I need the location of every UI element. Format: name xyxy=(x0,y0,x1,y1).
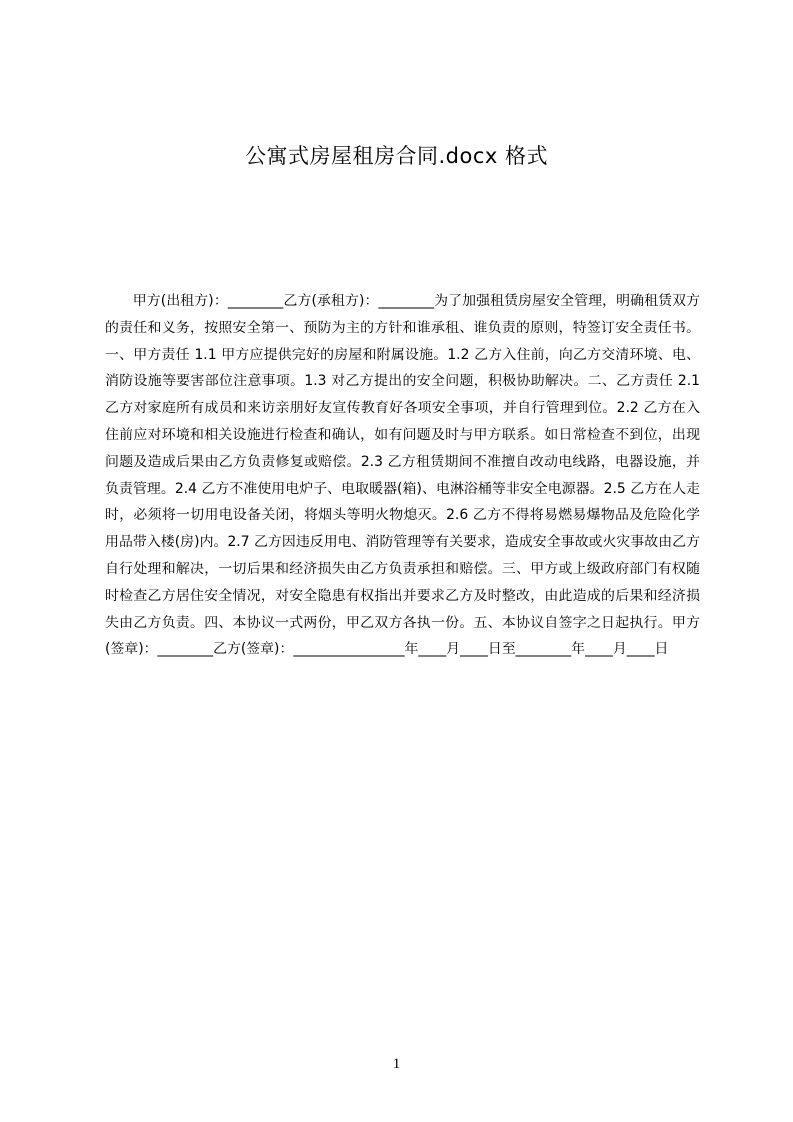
document-body-paragraph: 甲方(出租方)：________乙方(承租方)：________为了加强租赁房屋安全管理，明确租赁双方的责任和义务，按照安全第一、预防为主的方针和谁承租、谁负责的原则，特签订安全责任书。一、甲方责任 1.1 甲方应提供完好的房屋和附属设施。1.2 乙方入住前，向乙方交清环境、电、消防设施等要害部位注意事项。1.3 对乙方提出的安全问题，积极协助解决。二、乙方责任 2.1 乙方对家庭所有成员和来访亲朋好友宣传教育好各项安全事项，并自行管理到位。2.2 乙方在入住前应对环境和相关设施进行检查和确认，如有问题及时与甲方联系。如日常检查不到位，出现问题及造成后果由乙方负责修复或赔偿。2.3 乙方租赁期间不准擅自改动电线路，电器设施，并负责管理。2.4 乙方不准使用电炉子、电取暖器(箱)、电淋浴桶等非安全电源器。2.5 乙方在人走时，必须将一切用电设备关闭，将烟头等明火物熄灭。2.6 乙方不得将易燃易爆物品及危险化学用品带入楼(房)内。2.7 乙方因违反用电、消防管理等有关要求，造成安全事故或火灾事故由乙方自行处理和解决，一切后果和经济损失由乙方负责承担和赔偿。三、甲方或上级政府部门有权随时检查乙方居住安全情况，对安全隐患有权指出并要求乙方及时整改，由此造成的后果和经济损失由乙方负责。四、本协议一式两份，甲乙双方各执一份。五、本协议自签字之日起执行。甲方(签章)：________乙方(签章)：________________年____月____日至________年____月____日 xyxy=(105,293,700,658)
page-number: 1 xyxy=(392,1056,401,1072)
document-title: 公寓式房屋租房合同.docx 格式 xyxy=(244,144,548,168)
